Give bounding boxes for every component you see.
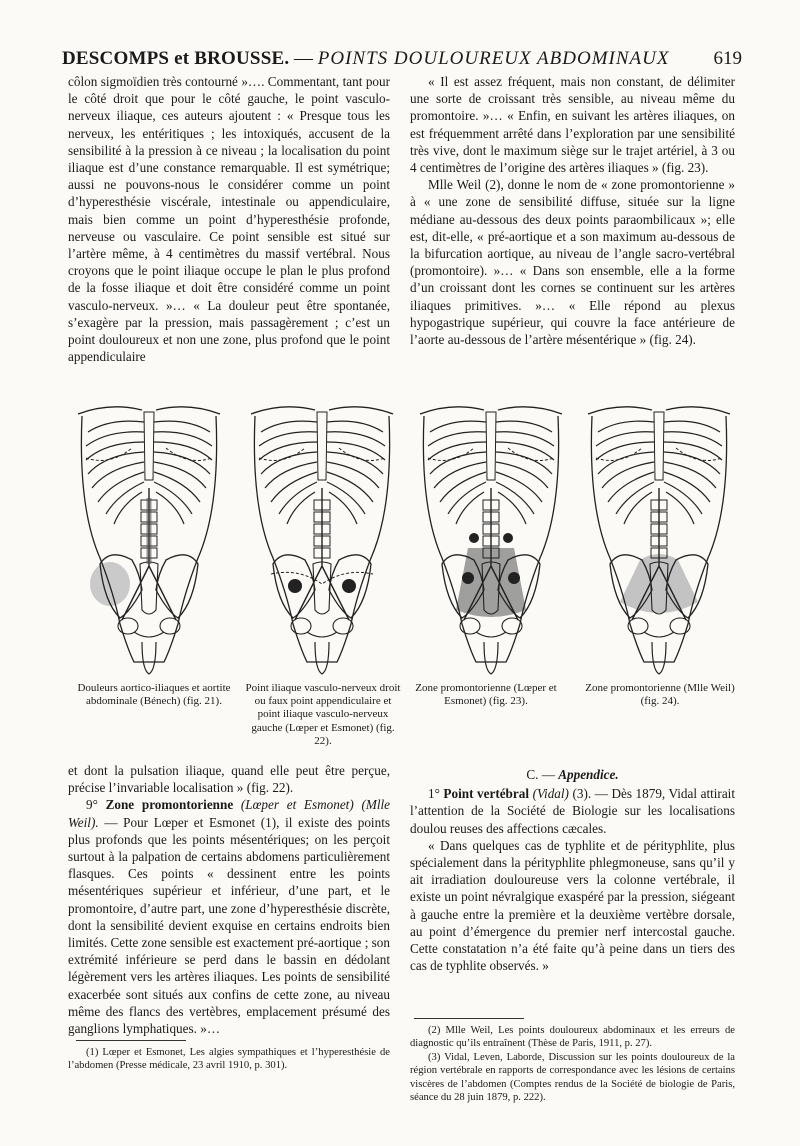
figure-22 (243, 388, 401, 680)
item-heading: Point vertébral (443, 786, 530, 802)
paragraph-zone-promontorienne (68, 796, 390, 1037)
figure-21 (70, 388, 228, 680)
section-prefix: C. — (526, 767, 559, 782)
footnote: (2) Mlle Weil, Les points douloureux abdominaux et les erreurs de diagnostic qu’ils entraînent (Thèse de Paris, 1911, p. 27). (410, 1025, 735, 1050)
figure-22-point-left (342, 579, 356, 593)
right-column-top (410, 73, 735, 348)
figure-22-caption: Point iliaque vasculo-nerveux droit ou faux point appendiculaire et point iliaque vasculo-nerveux gauche (Lœper et Esmonet) (fig. 22). (245, 682, 401, 747)
figure-24-illustration (580, 388, 738, 680)
running-header (62, 48, 742, 72)
figure-23 (412, 388, 570, 680)
left-column-top (68, 73, 390, 365)
figure-21-illustration (70, 388, 228, 680)
item-heading: Zone promontorienne (105, 797, 234, 813)
item-number: 9° (86, 797, 106, 813)
paragraph-point-vertebral (410, 785, 735, 837)
paragraph: et dont la pulsation iliaque, quand elle peut être perçue, précise l’invariable localisation » (fig. 22). (68, 763, 390, 796)
section-title: Appendice. (558, 767, 619, 782)
header-title: POINTS DOULOUREUX ABDOMINAUX (317, 48, 670, 69)
footnote-rule (76, 1040, 186, 1041)
header-dash: — (289, 48, 318, 69)
item-text: — Pour Lœper et Esmonet (1), il existe des points plus profonds que les points mésentériques; on les perçoit surtout à la palpation de certains abdomens particulièrement flasques. Ces points « dessinent entre les points mésentériques supérieur et inférieur, d’une part, et le promontoire, d’autre part, une zone d’hyperesthésie discrète, dont la sensibilité devient exquise en certains endroits bien limités. Cette zone sensible est exactement pré-aortique ; son extrémité inférieure se perd dans le bassin en dédolant légèrement vers les artères iliaques. Les points de sensibilité exacerbée sont situés aux confins de cette zone, au niveau même des flancs des vertèbres, emplacement présumé des ganglions lymphatiques. »… (68, 814, 390, 1037)
footnote: (1) Lœper et Esmonet, Les algies sympathiques et l’hyperesthésie de l’abdomen (Presse médicale, 23 avril 1910, p. 301). (68, 1047, 390, 1072)
paragraph: « Dans quelques cas de typhlite et de pérityphlite, plus spécialement dans la pérityphlite phlegmoneuse, sans qu’il y ait irradiation douloureuse vers la colonne vertébrale, il existe un point névralgique exaspéré par la pression, siégeant à gauche entre la première et la deuxième vertèbre dorsale, au point d’émergence du premier nerf intercostal gauche. Cette constatation n’a été faite qu’à peine dans un tiers des cas de typhlite observés. » (410, 837, 735, 974)
section-heading (410, 766, 735, 783)
footnotes-left (68, 1046, 390, 1073)
figure-23-illustration (412, 388, 570, 680)
footnotes-right (410, 1024, 735, 1104)
left-column-bottom (68, 762, 390, 1037)
paragraph: « Il est assez fréquent, mais non constant, de délimiter une sorte de croissant très sensible, au niveau même du promontoire. »… « Enfin, en suivant les artères iliaques, on est fréquemment arrêté dans l’exploration par une sensibilité très vive, dont le maximum siège sur le trajet artériel, à 3 ou 4 centimètres de l’origine des artères iliaques » (fig. 23). (410, 74, 735, 176)
figure-22-illustration (243, 388, 401, 680)
figure-22-point-right (288, 579, 302, 593)
item-number: 1° (428, 786, 444, 802)
footnote: (3) Vidal, Leven, Laborde, Discussion sur les points douloureux de la région vertébrale en rapports de correspondance avec les lésions de certains viscères de l’abdomen (Comptes rendus de la Société de biologie de Paris, séance du 28 juin 1879, p. 222). (410, 1051, 735, 1104)
figure-23-caption: Zone promontorienne (Lœper et Esmonet) (fig. 23). (415, 682, 557, 708)
paragraph: Mlle Weil (2), donne le nom de « zone promontorienne » à « une zone de sensibilité diffuse, située sur la ligne médiane au-dessous des deux points paraombilicaux »; elle est, dit-elle, « pré-aortique et a son maximum au-dessous de la bifurcation aortique, au niveau de l’angle sacro-vertébral (promontoire). »… « Dans son ensemble, elle a la forme d’un croissant dont les cornes se continuent sur les artères iliaques primitives. »… « Elle répond au plexus hypogastrique supérieur, qui couvre la face antérieure de l’aorte au-dessous de l’artère mésentérique » (fig. 24). (410, 177, 735, 348)
page-number: 619 (713, 48, 742, 69)
figure-21-caption: Douleurs aortico-iliaques et aortite abdominale (Bénech) (fig. 21). (77, 682, 231, 708)
paragraph: côlon sigmoïdien très contourné »…. Commentant, tant pour le côté droit que pour le côté gauche, le point vasculo-nerveux iliaque, ces auteurs ajoutent : « Presque tous les nerveux, les entéritiques ; les intoxiqués, accusent de la sensibilité à la pression à ce niveau ; la localisation du point iliaque est d’une constance remarquable. Il est symétrique; aussi ne pouvons-nous le considérer comme un point d’hyperesthésie viscérale, intestinale ou appendiculaire, mais bien comme un point d’hyperesthésie profonde, nerveuse ou vasculaire. Ce point sensible est situé sur l’artère même, à 4 centimètres du massif vertébral. Nous croyons que le point iliaque occupe le plan le plus profond de la fosse iliaque et doit être considéré comme un point vasculo-nerveux. »… « La douleur peut être spontanée, s’exagère par la pression, mais passagèrement ; c’est un point douloureux et non une zone, plus profond que le point appendiculaire (68, 74, 390, 365)
right-column-bottom (410, 766, 735, 974)
item-text: (3). — Dès 1879, Vidal attirait l’attention de la Société de Biologie sur les localisations doulou reuses des affections cæcales. (410, 786, 736, 836)
figure-24 (580, 388, 738, 680)
item-authors: (Lœper et Esmonet) (Mlle Weil). (68, 797, 390, 830)
figure-24-caption: Zone promontorienne (Mlle Weil) (fig. 24). (585, 682, 735, 708)
header-authors: DESCOMPS et BROUSSE. (62, 48, 290, 69)
item-authors: (Vidal) (529, 786, 569, 802)
footnote-rule (414, 1018, 524, 1019)
